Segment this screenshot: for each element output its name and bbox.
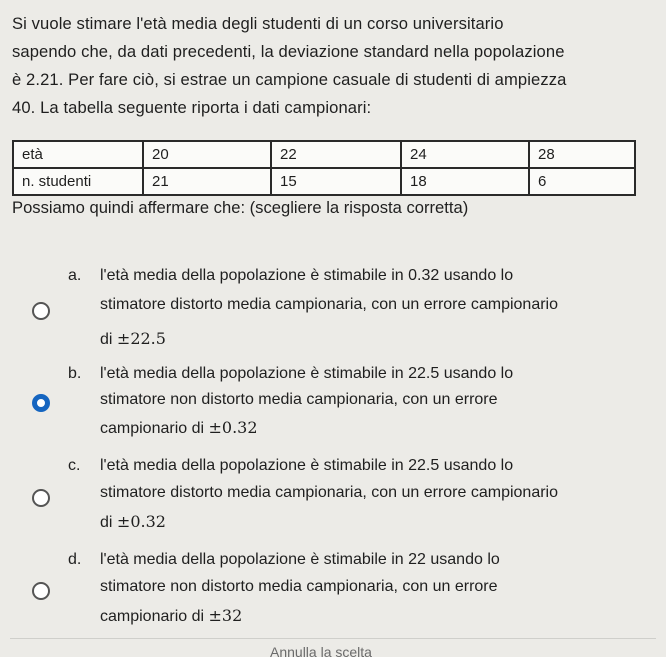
option-text-line: stimatore non distorto media campionaria, con un errore <box>100 578 498 595</box>
table-cell: 6 <box>529 168 635 195</box>
option-letter: a. <box>68 267 82 284</box>
table-row-students <box>13 168 635 195</box>
table-cell: 24 <box>401 141 529 168</box>
radio-option-c[interactable] <box>32 489 50 507</box>
table-cell: 18 <box>401 168 529 195</box>
option-text-line: stimatore non distorto media campionaria, con un errore <box>100 391 498 408</box>
option-text-prefix: campionario di <box>100 608 209 625</box>
option-text-prefix: campionario di <box>100 420 209 437</box>
option-text-prefix: di <box>100 514 117 531</box>
option-text-line <box>100 606 242 626</box>
question-line: Si vuole stimare l'età media degli studenti di un corso universitario <box>12 14 504 33</box>
clear-choice-link[interactable]: Annulla la scelta <box>270 644 372 657</box>
question-line: è 2.21. Per fare ciò, si estrae un campione casuale di studenti di ampiezza <box>12 70 567 89</box>
radio-option-d[interactable] <box>32 582 50 600</box>
option-text-line <box>100 329 166 349</box>
question-line: 40. La tabella seguente riporta i dati campionari: <box>12 98 372 117</box>
option-letter: d. <box>68 551 82 568</box>
question-text <box>12 10 652 122</box>
table-cell: 21 <box>143 168 271 195</box>
table-cell: 15 <box>271 168 401 195</box>
option-text-line: l'età media della popolazione è stimabile in 22 usando lo <box>100 551 500 568</box>
option-error-value: ±32 <box>208 606 243 625</box>
option-text-line: stimatore distorto media campionaria, con un errore campionario <box>100 296 558 313</box>
radio-option-a[interactable] <box>32 302 50 320</box>
option-text-line <box>100 418 258 438</box>
option-error-value: ±0.32 <box>208 418 258 437</box>
option-letter: c. <box>68 457 81 474</box>
table-cell: età <box>13 141 143 168</box>
table-cell: n. studenti <box>13 168 143 195</box>
question-line: sapendo che, da dati precedenti, la deviazione standard nella popolazione <box>12 42 565 61</box>
option-text-line <box>100 512 166 532</box>
option-text-line: l'età media della popolazione è stimabile in 22.5 usando lo <box>100 457 514 474</box>
option-error-value: ±0.32 <box>116 512 166 531</box>
option-text-line: l'età media della popolazione è stimabile in 0.32 usando lo <box>100 267 514 284</box>
table-row-age <box>13 141 635 168</box>
option-letter: b. <box>68 365 82 382</box>
radio-option-b[interactable] <box>32 394 50 412</box>
table-cell: 22 <box>271 141 401 168</box>
table-cell: 20 <box>143 141 271 168</box>
option-text-line: l'età media della popolazione è stimabile in 22.5 usando lo <box>100 365 514 382</box>
data-table <box>12 140 636 196</box>
option-text-line: stimatore distorto media campionaria, con un errore campionario <box>100 484 558 501</box>
prompt-text: Possiamo quindi affermare che: (scegliere la risposta corretta) <box>12 198 469 217</box>
table-cell: 28 <box>529 141 635 168</box>
divider <box>10 638 656 639</box>
option-error-value: ±22.5 <box>116 329 166 348</box>
option-text-prefix: di <box>100 331 117 348</box>
